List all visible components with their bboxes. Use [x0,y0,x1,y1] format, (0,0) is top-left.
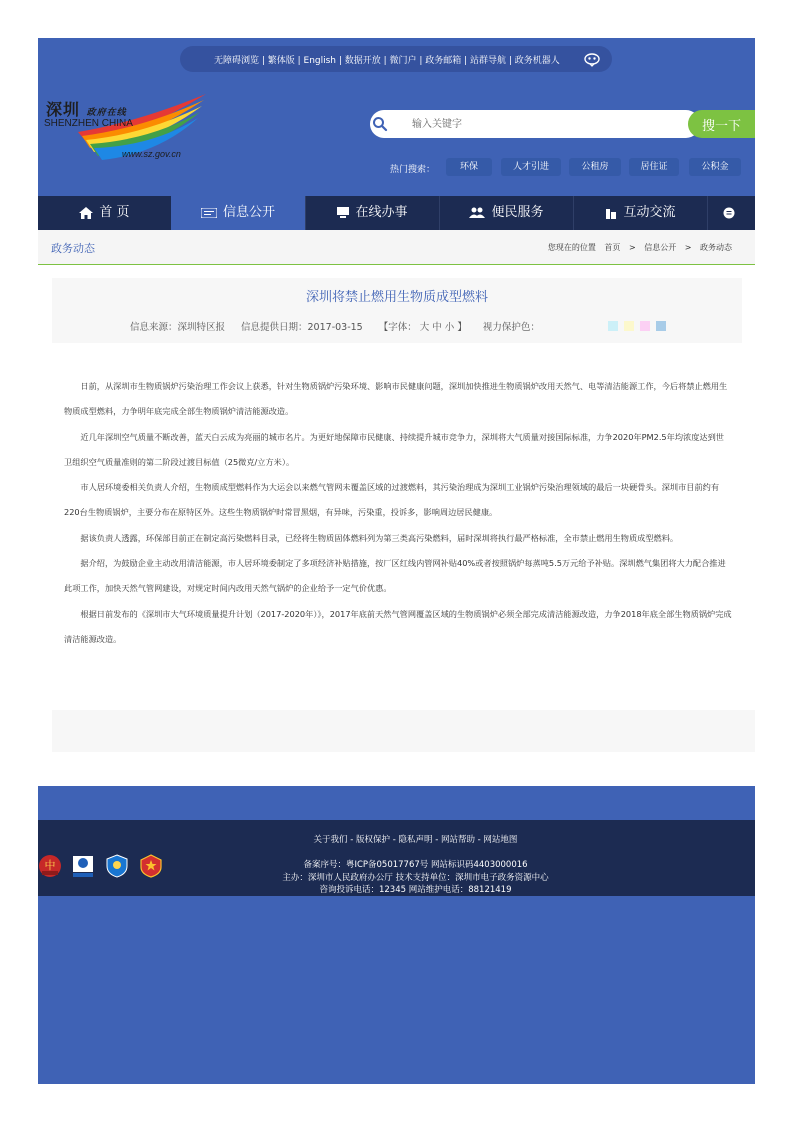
color-swatch-blue[interactable] [656,321,666,331]
breadcrumb-separator: > [684,243,692,252]
nav-item-home[interactable] [38,196,171,230]
article-paragraph: 据该负责人透露，环保部目前正在制定高污染燃料目录，已经将生物质固体燃料列为第三类高污染燃料，届时深圳将执行最严格标准，全市禁止燃用生物质成型燃料。 [80,532,679,543]
search-input[interactable] [412,116,682,132]
nav-item-online-service[interactable] [306,196,439,230]
article-meta [130,319,540,333]
color-swatch-pink[interactable] [640,321,650,331]
hot-search-label: 热门搜索： [390,165,436,175]
logo-cn-sub: 政府在线 [86,108,127,118]
article-paragraph: 近几年深圳空气质量不断改善，蓝天白云成为亮丽的城市名片。为更好地保障市民健康、持续提升城市竞争力，深圳将大气质量对接国际标准，力争2020年PM2.5年均浓度达到世卫组织空气质量准则的第二阶段过渡目标值（25微克/立方米）。 [64,431,724,467]
top-links[interactable]: 无障碍浏览 | 繁体版 | English | 数据开放 | 微门户 | 政务邮箱 | 站群导航 | 政务机器人 [214,56,560,66]
footer-host: 主办：深圳市人民政府办公厅 技术支持单位：深圳市电子政务资源中心 [282,873,549,883]
footer-top-band [38,786,755,820]
breadcrumb-current[interactable]: 政务动态 [700,243,732,252]
nav-item-info[interactable] [171,196,305,230]
article-paragraph: 据介绍，为鼓励企业主动改用清洁能源，市人居环境委制定了多项经济补贴措施，按厂区红线内管网补贴40%或者按照锅炉每蒸吨5.5万元给予补贴。深圳燃气集团将大力配合推进此项工作，加快天然气管网建设，对规定时间内改用天然气锅炉的企业给予一定气价优惠。 [64,558,726,594]
logo-url-text: www.sz.gov.cn [122,149,181,159]
article-paragraph: 日前，从深圳市生物质锅炉污染治理工作会议上获悉，针对生物质锅炉污染环境、影响市民健康问题，深圳加快推进生物质锅炉改用天然气、电等清洁能源工作，今后将禁止燃用生物质成型燃料，力争明年底完成全部生物质锅炉清洁能源改造。 [64,381,728,417]
nav-item-more[interactable] [708,196,755,230]
news-icon [201,208,217,218]
home-icon [79,207,93,219]
breadcrumb-separator: > [628,243,636,252]
footer-contact: 咨询投诉电话：12345 网站维护电话：88121419 [319,885,512,895]
article-source: 信息来源：深圳特区报 [130,322,226,333]
breadcrumb-home[interactable]: 首页 [604,243,621,252]
article-paragraph: 市人居环境委相关负责人介绍，生物质成型燃料作为大运会以来燃气管网未覆盖区域的过渡燃料，其污染治理成为深圳工业锅炉污染治理领域的最后一块硬骨头。深圳市目前约有220台生物质锅炉，主要分布在原特区外。这些生物质锅炉时常冒黑烟，有异味，污染重，投诉多，影响周边居民健康。 [64,482,720,518]
site-logo[interactable] [44,92,204,168]
nav-label-interaction: 互动交流 [623,205,676,220]
color-swatch-yellow[interactable] [624,321,634,331]
chat-icon [723,207,735,219]
breadcrumb-info[interactable]: 信息公开 [644,243,677,252]
hot-tag-talent[interactable]: 人才引进 [501,158,561,176]
eye-protect-label: 视力保护色： [482,322,540,333]
top-links-bar [180,46,612,72]
users-icon [469,207,485,218]
logo-english-text: SHENZHEN CHINA [44,118,133,129]
site-footer [38,820,755,896]
site-header [38,38,755,196]
article-header [52,278,742,343]
hot-tag-public-housing[interactable]: 公租房 [569,158,621,176]
footer-bottom-band [38,896,755,1084]
article-paragraph: 根据日前发布的《深圳市大气环境质量提升计划（2017-2020年）》，2017年底前天然气管网覆盖区域的生物质锅炉必须全部完成清洁能源改造，力争2018年底全部生物质锅炉完成清洁能源改造。 [64,608,732,644]
logo-chinese-text [46,97,127,120]
search-icon [372,116,388,132]
footer-links[interactable]: 关于我们 - 版权保护 - 隐私声明 - 网站帮助 - 网站地图 [313,835,518,845]
breadcrumb-label: 您现在的位置 [547,243,596,252]
hot-tag-housing-fund[interactable]: 公积金 [689,158,741,176]
font-size-control[interactable]: 【字体： 大 中 小 】 [378,322,467,333]
nav-item-public-service[interactable] [440,196,573,230]
article-body [64,374,732,652]
main-nav [38,196,755,230]
hot-tag-residence-permit[interactable]: 居住证 [629,158,679,176]
breadcrumb-bar [38,230,755,265]
nav-label-public-service: 便民服务 [491,205,544,220]
hot-tag-environment[interactable]: 环保 [446,158,492,176]
article-date: 信息提供日期：2017-03-15 [241,322,363,333]
search-button[interactable]: 搜一下 [688,110,755,138]
article-title: 深圳将禁止燃用生物质成型燃料 [305,290,488,305]
page [38,38,755,1084]
nav-label-home: 首 页 [99,205,130,220]
robot-icon[interactable] [584,51,600,67]
svg-text:中: 中 [44,859,56,872]
nav-item-interaction[interactable] [574,196,707,230]
related-block [52,710,755,752]
footer-record: 备案序号：粤ICP备05017767号 网站标识码4403000016 [303,860,528,870]
color-swatch-cyan[interactable] [608,321,618,331]
logo-cn-main: 深圳 [46,100,81,119]
monitor-icon [337,207,349,218]
nav-label-online-service: 在线办事 [355,205,408,220]
section-title: 政务动态 [51,242,95,255]
building-icon [605,207,617,219]
nav-label-info: 信息公开 [222,205,275,220]
breadcrumb [545,242,735,253]
